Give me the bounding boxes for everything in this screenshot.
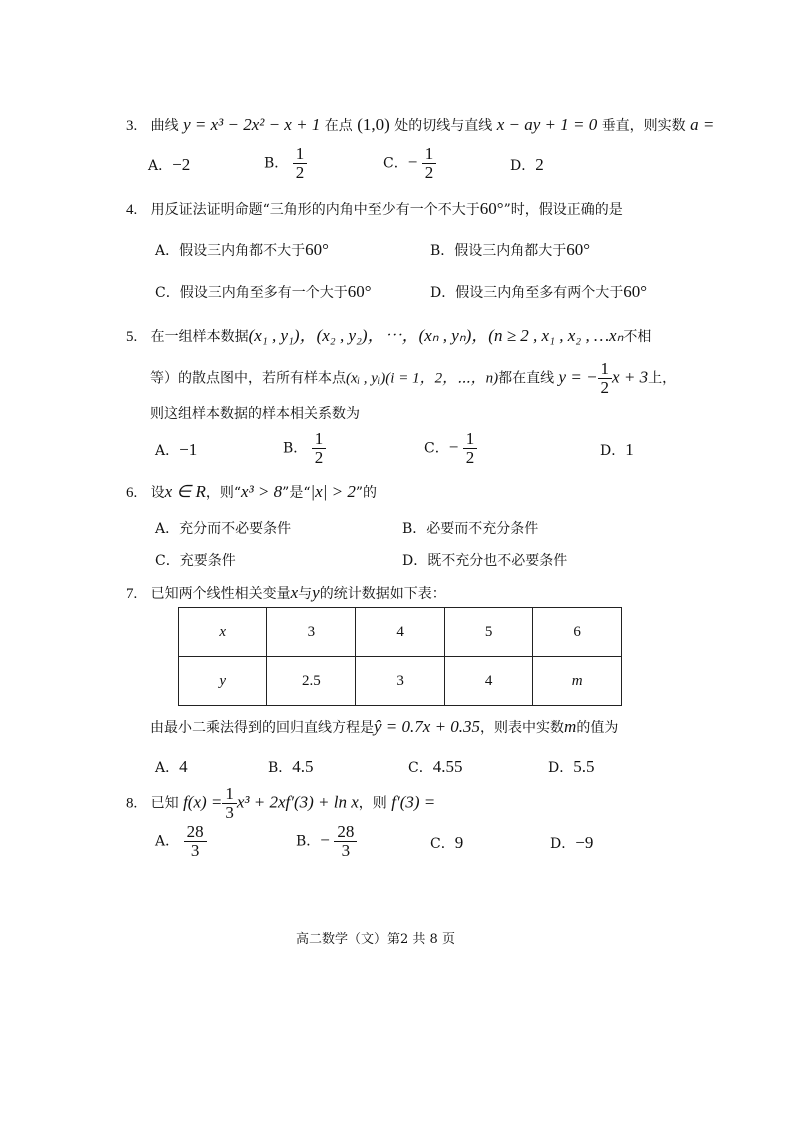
question-5-line-3: 则这组样本数据的样本相关系数为 — [150, 406, 360, 422]
q5-option-d[interactable]: D．1 — [600, 440, 634, 459]
q3-option-d[interactable]: D．2 — [510, 155, 544, 174]
page-footer: 高二数学（文）第2 共 8 页 — [296, 932, 455, 947]
fraction: $\frac{28}{3}$ — [184, 823, 207, 860]
statistics-table — [178, 607, 622, 706]
question-8-stem: 8. 已知 f(x) = $\frac{1}{3}$ x³ + 2xf′(3) + ln x，则 f′(3) = — [126, 784, 436, 822]
fraction: $\frac{1}{2}$ — [422, 145, 437, 182]
q6-option-b[interactable]: B．必要而不充分条件 — [402, 521, 539, 537]
q6-option-a[interactable]: A．充分而不必要条件 — [155, 521, 292, 537]
q3-option-c[interactable]: C．− $\frac{1}{2}$ — [383, 145, 436, 182]
question-3-stem: 3. 曲线 y = x³ − 2x² − x + 1 在点 (1,0) 处的切线与直线 x − ay + 1 = 0 垂直，则实数 a = — [126, 115, 715, 134]
q7-option-d[interactable]: D．5.5 — [548, 757, 595, 776]
q6-option-d[interactable]: D．既不充分也不必要条件 — [402, 553, 568, 569]
fraction: $\frac{1}{2}$ — [598, 360, 613, 397]
fraction: $\frac{1}{3}$ — [222, 785, 237, 822]
q5-option-b[interactable]: B． $\frac{1}{2}$ — [283, 430, 326, 467]
table-row — [179, 608, 622, 657]
q8-option-a[interactable]: A． $\frac{28}{3}$ — [155, 823, 207, 860]
fraction: $\frac{1}{2}$ — [312, 430, 327, 467]
q7-option-c[interactable]: C．4.55 — [408, 757, 463, 776]
table-cell: x — [179, 608, 267, 657]
question-5-line-2: 等）的散点图中，若所有样本点(xᵢ , yᵢ)(i = 1，2，⋯，n)都在直线 y = − $\frac{1}{2}$ x + 3上， — [150, 359, 677, 397]
fraction: $\frac{1}{2}$ — [293, 145, 308, 182]
table-cell: 4 — [356, 608, 445, 657]
q5-option-a[interactable]: A．−1 — [155, 440, 198, 459]
table-cell: 3 — [356, 657, 445, 706]
question-4-stem: 4. 用反证法证明命题“三角形的内角中至少有一个不大于60°”时，假设正确的是 — [126, 199, 623, 218]
q8-option-b[interactable]: B．− $\frac{28}{3}$ — [296, 823, 357, 860]
question-5-line-1: 5. 在一组样本数据(x₁ , y₁)，(x₂ , y₂)，⋯，(xₙ , yₙ)，(n ≥ 2 , x₁ , x₂ , …xₙ不相 — [126, 326, 652, 345]
q7-option-a[interactable]: A．4 — [155, 757, 188, 776]
fraction: $\frac{1}{2}$ — [463, 430, 478, 467]
question-7-regression-line: 由最小二乘法得到的回归直线方程是ŷ = 0.7x + 0.35，则表中实数m的值为 — [150, 717, 619, 736]
table-cell: 4 — [444, 657, 533, 706]
table-cell: 2.5 — [267, 657, 356, 706]
q6-option-c[interactable]: C．充要条件 — [155, 553, 236, 569]
q4-option-a[interactable]: A．假设三内角都不大于60° — [155, 240, 329, 259]
q4-option-c[interactable]: C．假设三内角至多有一个大于60° — [155, 282, 372, 301]
table-cell: 5 — [444, 608, 533, 657]
table-cell: y — [179, 657, 267, 706]
fraction: $\frac{28}{3}$ — [334, 823, 357, 860]
q8-option-d[interactable]: D．−9 — [550, 833, 594, 852]
table-cell: 6 — [533, 608, 622, 657]
q4-option-b[interactable]: B．假设三内角都大于60° — [430, 240, 591, 259]
table-row — [179, 657, 622, 706]
q8-option-c[interactable]: C．9 — [430, 833, 464, 852]
table-cell: 3 — [267, 608, 356, 657]
question-7-stem: 7. 已知两个线性相关变量x与y的统计数据如下表： — [126, 583, 446, 602]
table-cell: m — [533, 657, 622, 706]
q5-option-c[interactable]: C．− $\frac{1}{2}$ — [424, 430, 477, 467]
q3-option-a[interactable]: A．−2 — [148, 155, 191, 174]
q4-option-d[interactable]: D．假设三内角至多有两个大于60° — [430, 282, 648, 301]
question-6-stem: 6. 设x ∈ R，则“x³ > 8”是“|x| > 2”的 — [126, 482, 378, 501]
q3-option-b[interactable]: B． $\frac{1}{2}$ — [264, 145, 307, 182]
q7-option-b[interactable]: B．4.5 — [268, 757, 314, 776]
